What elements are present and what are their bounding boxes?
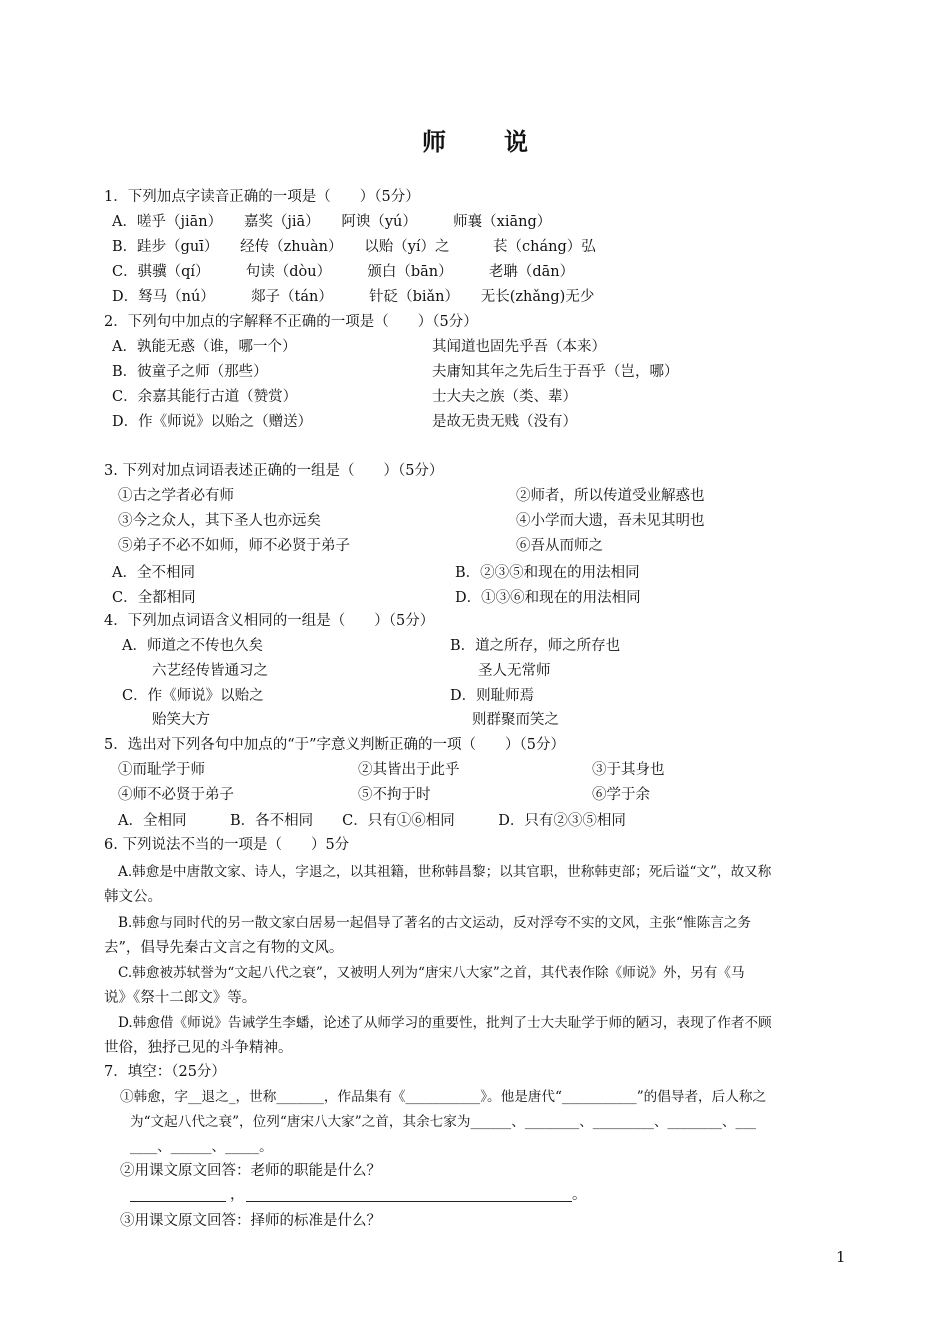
q4-option-b-line2: 圣人无常师 xyxy=(478,663,551,679)
q7-question-2: ②用课文原文回答：老师的职能是什么？ xyxy=(120,1163,381,1179)
question-7: 7．填空：（25分） xyxy=(104,1064,226,1080)
question-6: 6. 下列说法不当的一项是（ ）5分 xyxy=(104,837,350,853)
question-4: 4．下列加点词语含义相同的一组是（ ）（5分） xyxy=(104,613,435,629)
q4-option-a-line1: A．师道之不传也久矣 xyxy=(122,638,263,654)
q3-option-c: C．全都相同 xyxy=(112,590,196,606)
q1-option-c: C．骐骥（qí） 句读（dòu） 颁白（bān） 老聃（dān） xyxy=(112,264,575,280)
q5-sentence-1: ①而耻学于师 xyxy=(118,762,205,778)
page-title: 师 说 xyxy=(422,127,528,156)
question-1: 1．下列加点字读音正确的一项是（ ）（5分） xyxy=(104,189,420,205)
q3-sentence-2: ②师者，所以传道受业解惑也 xyxy=(516,488,705,504)
q1-option-a: A．嗟乎（jiān） 嘉奖（jiā） 阿谀（yú） 师襄（xiāng） xyxy=(112,214,552,230)
q1-option-b: B．跬步（guī） 经传（zhuàn） 以贻（yí）之 苌（cháng）弘 xyxy=(112,239,596,255)
question-2: 2．下列句中加点的字解释不正确的一项是（ ）（5分） xyxy=(104,314,478,330)
q4-option-b-line1: B．道之所存，师之所存也 xyxy=(450,638,621,654)
q7-question-3: ③用课文原文回答：择师的标准是什么？ xyxy=(120,1213,381,1229)
q3-sentence-1: ①古之学者必有师 xyxy=(118,488,234,504)
q7-fill-line1: ①韩愈，字__退之_，世称_______，作品集有《___________》。他是唐代“___________”的倡导者，后人称之 xyxy=(120,1089,767,1105)
q5-sentence-4: ④师不必贤于弟子 xyxy=(118,787,234,803)
page-number: 1 xyxy=(836,1248,846,1266)
q2-option-a-left: A．孰能无惑（谁，哪一个） xyxy=(112,339,297,355)
q6-option-b-line2: 去”，倡导先秦古文言之有物的文风。 xyxy=(104,940,344,956)
q5-sentence-5: ⑤不拘于时 xyxy=(358,787,431,803)
q2-option-b-right: 夫庸知其年之先后生于吾乎（岂，哪） xyxy=(432,364,679,380)
q3-option-d: D．①③⑥和现在的用法相同 xyxy=(455,590,641,606)
q6-option-a-line2: 韩文公。 xyxy=(104,889,162,905)
q3-option-a: A．全不相同 xyxy=(112,565,195,581)
question-5: 5．选出对下列各句中加点的“于”字意义判断正确的一项（ ）（5分） xyxy=(104,737,566,753)
q4-option-d-line2: 则群聚而笑之 xyxy=(472,712,559,728)
q3-sentence-6: ⑥吾从而师之 xyxy=(516,538,603,554)
q5-sentence-2: ②其皆出于此乎 xyxy=(358,762,460,778)
answer-blank-1[interactable] xyxy=(130,1201,226,1202)
q3-sentence-5: ⑤弟子不必不如师，师不必贤于弟子 xyxy=(118,538,350,554)
q7-fill-line2: 为“文起八代之衰”，位列“唐宋八大家”之首，其余七家为______、________、_________、________、___ xyxy=(130,1114,756,1130)
q5-sentence-3: ③于其身也 xyxy=(592,762,665,778)
q3-sentence-4: ④小学而大遗，吾未见其明也 xyxy=(516,513,705,529)
q6-option-a-line1: A.韩愈是中唐散文家、诗人，字退之，以其祖籍，世称韩昌黎；以其官职，世称韩吏部；死后谥“文”，故又称 xyxy=(118,864,772,880)
q1-option-d: D．驽马（nú） 郯子（tán） 针砭（biǎn） 无长(zhǎng)无少 xyxy=(112,289,595,305)
q5-sentence-6: ⑥学于余 xyxy=(592,787,650,803)
q5-options: A．全相同 B．各不相同 C．只有①⑥相同 D．只有②③⑤相同 xyxy=(118,813,626,829)
q3-sentence-3: ③今之众人，其下圣人也亦远矣 xyxy=(118,513,321,529)
q7-fill-line3: ____、______、_____。 xyxy=(130,1139,273,1155)
q2-option-b-left: B．彼童子之师（那些） xyxy=(112,364,268,380)
answer-blank-2[interactable] xyxy=(246,1201,572,1202)
q2-option-c-right: 士大夫之族（类、辈） xyxy=(432,389,577,405)
q6-option-c-line1: C.韩愈被苏轼誉为“文起八代之衰”，又被明人列为“唐宋八大家”之首，其代表作除《师说》外，另有《马 xyxy=(118,965,745,981)
q6-option-b-line1: B.韩愈与同时代的另一散文家白居易一起倡导了著名的古文运动，反对浮夸不实的文风，主张“惟陈言之务 xyxy=(118,915,751,931)
q6-option-d-line2: 世俗，独抒己见的斗争精神。 xyxy=(104,1040,293,1056)
q2-option-a-right: 其闻道也固先乎吾（本来） xyxy=(432,339,606,355)
q2-option-d-left: D．作《师说》以贻之（赠送） xyxy=(112,414,313,430)
q4-option-d-line1: D．则耻师焉 xyxy=(450,688,535,704)
q4-option-a-line2: 六艺经传皆通习之 xyxy=(152,663,268,679)
q2-option-d-right: 是故无贵无贱（没有） xyxy=(432,414,577,430)
q2-option-c-left: C．余嘉其能行古道（赞赏） xyxy=(112,389,298,405)
q4-option-c-line1: C．作《师说》以贻之 xyxy=(122,688,264,704)
answer-comma: ， xyxy=(230,1187,245,1203)
question-3: 3. 下列对加点词语表述正确的一组是（ ）（5分） xyxy=(104,463,444,479)
q3-option-b: B．②③⑤和现在的用法相同 xyxy=(455,565,640,581)
q4-option-c-line2: 贻笑大方 xyxy=(152,712,210,728)
q6-option-c-line2: 说》《祭十二郎文》等。 xyxy=(104,990,257,1006)
answer-period: 。 xyxy=(572,1187,587,1203)
q6-option-d-line1: D.韩愈借《师说》告诫学生李蟠，论述了从师学习的重要性，批判了士大夫耻学于师的陋习，表现了作者不顾 xyxy=(118,1015,772,1031)
